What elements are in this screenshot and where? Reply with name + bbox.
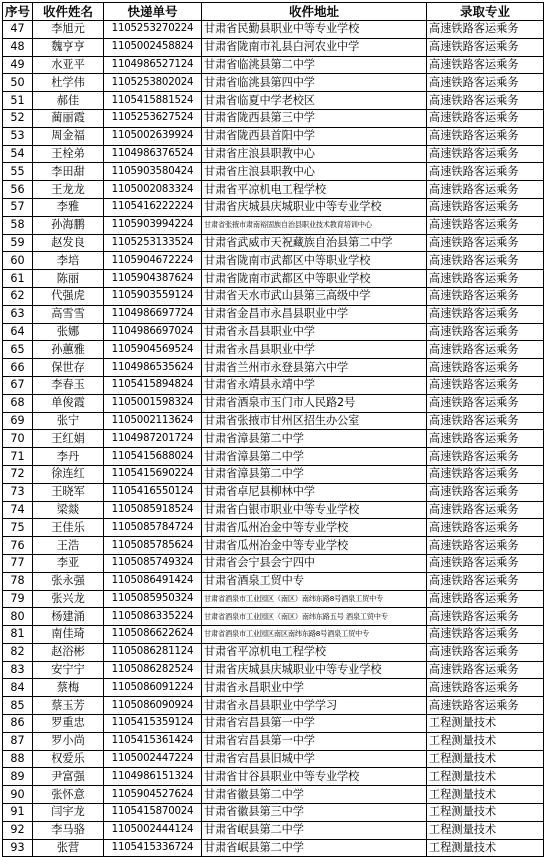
cell-seq: 77: [3, 554, 33, 572]
table-row: [3, 394, 544, 412]
cell-major: 高速铁路客运乘务: [427, 608, 544, 626]
table-row: [3, 465, 544, 483]
cell-seq: 86: [3, 715, 33, 733]
cell-name: 安宁宁: [33, 661, 104, 679]
table-row: [3, 163, 544, 181]
table-row: [3, 323, 544, 341]
cell-name: 闫宇龙: [33, 804, 104, 822]
table-row: [3, 109, 544, 127]
cell-name: 张兴龙: [33, 590, 104, 608]
cell-tracking: 1105085785624: [104, 537, 202, 555]
table-row: [3, 92, 544, 110]
cell-tracking: 1105253802024: [104, 74, 202, 92]
table-row: [3, 554, 544, 572]
cell-seq: 90: [3, 786, 33, 804]
cell-major: 高速铁路客运乘务: [427, 483, 544, 501]
cell-address: 甘肃省庆城县庆城职业中等专业学校: [202, 661, 427, 679]
cell-major: 高速铁路客运乘务: [427, 109, 544, 127]
cell-address: 甘肃省酒泉工贸中专: [202, 572, 427, 590]
cell-seq: 57: [3, 198, 33, 216]
cell-address: 甘肃省金昌市永昌县职业中学: [202, 305, 427, 323]
cell-seq: 85: [3, 697, 33, 715]
cell-major: 工程测量技术: [427, 750, 544, 768]
cell-tracking: 1105415894824: [104, 376, 202, 394]
cell-tracking: 1104986376524: [104, 145, 202, 163]
table-row: [3, 626, 544, 644]
cell-address: 甘肃省白银市职业中等专业学校: [202, 501, 427, 519]
cell-name: 王佳乐: [33, 519, 104, 537]
cell-tracking: 1104986697724: [104, 305, 202, 323]
cell-seq: 81: [3, 626, 33, 644]
cell-name: 王栓弟: [33, 145, 104, 163]
table-row: [3, 216, 544, 234]
cell-address: 甘肃省永昌县职业中学: [202, 341, 427, 359]
cell-major: 工程测量技术: [427, 715, 544, 733]
cell-address: 甘肃省漳县第二中学: [202, 448, 427, 466]
cell-name: 李亚: [33, 554, 104, 572]
table-row: [3, 287, 544, 305]
cell-tracking: 1105415881524: [104, 92, 202, 110]
table-row: [3, 519, 544, 537]
table-row: [3, 839, 544, 857]
cell-seq: 62: [3, 287, 33, 305]
cell-seq: 56: [3, 181, 33, 199]
cell-seq: 79: [3, 590, 33, 608]
cell-address: 甘肃省宕昌县第一中学: [202, 715, 427, 733]
cell-major: 高速铁路客运乘务: [427, 448, 544, 466]
cell-major: 高速铁路客运乘务: [427, 163, 544, 181]
cell-address: 甘肃省酒泉市玉门市人民路2号: [202, 394, 427, 412]
cell-major: 工程测量技术: [427, 768, 544, 786]
cell-name: 李旭元: [33, 21, 104, 39]
table-row: [3, 715, 544, 733]
cell-name: 赵发良: [33, 234, 104, 252]
cell-major: 高速铁路客运乘务: [427, 234, 544, 252]
table-row: [3, 56, 544, 74]
cell-address: 甘肃省临夏中学老校区: [202, 92, 427, 110]
cell-name: 蔡玉芳: [33, 697, 104, 715]
cell-major: 高速铁路客运乘务: [427, 127, 544, 145]
header-name: 收件姓名: [33, 3, 104, 21]
header-address: 收件地址: [202, 3, 427, 21]
header-seq: 序号: [3, 3, 33, 21]
cell-name: 李雅: [33, 198, 104, 216]
table-row: [3, 359, 544, 377]
cell-seq: 80: [3, 608, 33, 626]
cell-seq: 68: [3, 394, 33, 412]
cell-seq: 76: [3, 537, 33, 555]
cell-seq: 54: [3, 145, 33, 163]
cell-name: 徐连红: [33, 465, 104, 483]
cell-tracking: 1105415688024: [104, 448, 202, 466]
cell-seq: 67: [3, 376, 33, 394]
cell-address: 甘肃省甘谷县职业中等专业学校: [202, 768, 427, 786]
cell-address: 甘肃省庄浪县职教中心: [202, 145, 427, 163]
table-row: [3, 661, 544, 679]
cell-name: 王龙龙: [33, 181, 104, 199]
cell-seq: 61: [3, 270, 33, 288]
cell-seq: 83: [3, 661, 33, 679]
cell-seq: 48: [3, 38, 33, 56]
table-row: [3, 181, 544, 199]
cell-address: 甘肃省漳县第二中学: [202, 430, 427, 448]
cell-name: 王浩: [33, 537, 104, 555]
table-row: [3, 376, 544, 394]
table-row: [3, 270, 544, 288]
cell-address: 甘肃省平凉机电工程学校: [202, 643, 427, 661]
table-row: [3, 768, 544, 786]
cell-address: 甘肃省徽县第三中学: [202, 804, 427, 822]
cell-seq: 88: [3, 750, 33, 768]
cell-name: 孙海鹏: [33, 216, 104, 234]
cell-tracking: 1105086335224: [104, 608, 202, 626]
cell-tracking: 1105086491424: [104, 572, 202, 590]
cell-seq: 60: [3, 252, 33, 270]
cell-name: 王红娟: [33, 430, 104, 448]
table-row: [3, 697, 544, 715]
cell-address: 甘肃省永昌职业中学: [202, 679, 427, 697]
table-row: [3, 234, 544, 252]
cell-major: 高速铁路客运乘务: [427, 74, 544, 92]
cell-major: 高速铁路客运乘务: [427, 216, 544, 234]
cell-major: 工程测量技术: [427, 786, 544, 804]
cell-name: 权爱乐: [33, 750, 104, 768]
cell-address: 甘肃省酒泉市工业园区南区南纬东路8号酒泉工贸中专: [202, 626, 427, 644]
cell-tracking: 1105002113624: [104, 412, 202, 430]
cell-address: 甘肃省永靖县永靖中学: [202, 376, 427, 394]
cell-major: 高速铁路客运乘务: [427, 626, 544, 644]
cell-tracking: 1105085784724: [104, 519, 202, 537]
cell-name: 周金福: [33, 127, 104, 145]
table-row: [3, 38, 544, 56]
cell-name: 水亚平: [33, 56, 104, 74]
cell-tracking: 1105904569524: [104, 341, 202, 359]
cell-major: 工程测量技术: [427, 821, 544, 839]
cell-tracking: 1105001598324: [104, 394, 202, 412]
cell-tracking: 1105085918524: [104, 501, 202, 519]
cell-tracking: 1105416550124: [104, 483, 202, 501]
cell-major: 高速铁路客运乘务: [427, 181, 544, 199]
cell-name: 张宁: [33, 412, 104, 430]
cell-address: 甘肃省岷县第二中学: [202, 821, 427, 839]
cell-major: 高速铁路客运乘务: [427, 554, 544, 572]
table-row: [3, 679, 544, 697]
cell-address: 甘肃省临洮县第四中学: [202, 74, 427, 92]
cell-seq: 59: [3, 234, 33, 252]
table-row: [3, 608, 544, 626]
cell-seq: 52: [3, 109, 33, 127]
cell-address: 甘肃省天水市武山县第三高级中学: [202, 287, 427, 305]
cell-seq: 91: [3, 804, 33, 822]
cell-tracking: 1105903580424: [104, 163, 202, 181]
cell-major: 工程测量技术: [427, 804, 544, 822]
cell-name: 蔡梅: [33, 679, 104, 697]
table-row: [3, 145, 544, 163]
table-row: [3, 732, 544, 750]
cell-name: 高雪雪: [33, 305, 104, 323]
cell-tracking: 1105085950324: [104, 590, 202, 608]
cell-address: 甘肃省平凉机电工程学校: [202, 181, 427, 199]
cell-tracking: 1105002639924: [104, 127, 202, 145]
header-major: 录取专业: [427, 3, 544, 21]
cell-address: 甘肃省兰州市永登县第六中学: [202, 359, 427, 377]
table-row: [3, 572, 544, 590]
cell-major: 高速铁路客运乘务: [427, 252, 544, 270]
cell-seq: 87: [3, 732, 33, 750]
cell-address: 甘肃省庆城县庆城职业中等专业学校: [202, 198, 427, 216]
cell-address: 甘肃省陇南市武都区中等职业学校: [202, 270, 427, 288]
cell-major: 高速铁路客运乘务: [427, 359, 544, 377]
cell-tracking: 1105253270224: [104, 21, 202, 39]
cell-name: 尹富强: [33, 768, 104, 786]
cell-name: 李培: [33, 252, 104, 270]
cell-address: 甘肃省临洮县第二中学: [202, 56, 427, 74]
cell-seq: 51: [3, 92, 33, 110]
cell-major: 高速铁路客运乘务: [427, 38, 544, 56]
cell-major: 高速铁路客运乘务: [427, 537, 544, 555]
cell-seq: 73: [3, 483, 33, 501]
table-row: [3, 750, 544, 768]
cell-tracking: 1105086090924: [104, 697, 202, 715]
cell-seq: 89: [3, 768, 33, 786]
cell-tracking: 1104987201724: [104, 430, 202, 448]
cell-seq: 69: [3, 412, 33, 430]
cell-name: 保世存: [33, 359, 104, 377]
cell-major: 高速铁路客运乘务: [427, 697, 544, 715]
cell-tracking: 1105903559124: [104, 287, 202, 305]
cell-name: 代强虎: [33, 287, 104, 305]
cell-address: 甘肃省陇南市武都区中等职业学校: [202, 252, 427, 270]
cell-major: 工程测量技术: [427, 732, 544, 750]
cell-major: 高速铁路客运乘务: [427, 376, 544, 394]
cell-address: 甘肃省酒泉市工业园区（南区）南纬东路8号酒泉工贸中专: [202, 590, 427, 608]
cell-tracking: 1105415870024: [104, 804, 202, 822]
cell-name: 杜学伟: [33, 74, 104, 92]
cell-address: 甘肃省宕昌县旧城中学: [202, 750, 427, 768]
table-row: [3, 643, 544, 661]
cell-seq: 75: [3, 519, 33, 537]
cell-name: 单俊霞: [33, 394, 104, 412]
cell-name: 郝佳: [33, 92, 104, 110]
cell-tracking: 1105002447224: [104, 750, 202, 768]
cell-major: 高速铁路客运乘务: [427, 394, 544, 412]
cell-seq: 47: [3, 21, 33, 39]
cell-tracking: 1105904672224: [104, 252, 202, 270]
cell-tracking: 1105086282524: [104, 661, 202, 679]
cell-major: 高速铁路客运乘务: [427, 661, 544, 679]
cell-address: 甘肃省漳县第二中学: [202, 465, 427, 483]
cell-major: 高速铁路客运乘务: [427, 145, 544, 163]
cell-tracking: 1105002458824: [104, 38, 202, 56]
cell-name: 李田甜: [33, 163, 104, 181]
cell-name: 李丹: [33, 448, 104, 466]
table-body: [3, 21, 544, 857]
cell-tracking: 1104986527124: [104, 56, 202, 74]
cell-seq: 50: [3, 74, 33, 92]
cell-name: 罗小尚: [33, 732, 104, 750]
cell-address: 甘肃省民勤县职业中等专业学校: [202, 21, 427, 39]
table-row: [3, 804, 544, 822]
cell-major: 高速铁路客运乘务: [427, 519, 544, 537]
cell-name: 张永强: [33, 572, 104, 590]
table-row: [3, 501, 544, 519]
cell-name: 李马骆: [33, 821, 104, 839]
table-row: [3, 537, 544, 555]
cell-seq: 71: [3, 448, 33, 466]
table-row: [3, 74, 544, 92]
cell-seq: 66: [3, 359, 33, 377]
cell-seq: 65: [3, 341, 33, 359]
cell-tracking: 1105415690224: [104, 465, 202, 483]
cell-major: 高速铁路客运乘务: [427, 572, 544, 590]
cell-tracking: 1105253133524: [104, 234, 202, 252]
cell-tracking: 1104986535624: [104, 359, 202, 377]
cell-major: 高速铁路客运乘务: [427, 341, 544, 359]
cell-major: 高速铁路客运乘务: [427, 92, 544, 110]
cell-seq: 72: [3, 465, 33, 483]
cell-tracking: 1105086622624: [104, 626, 202, 644]
cell-address: 甘肃省张掖市肃南裕固族自治县职业技术教育培训中心: [202, 216, 427, 234]
cell-tracking: 1105002444124: [104, 821, 202, 839]
cell-tracking: 1105904527624: [104, 786, 202, 804]
cell-address: 甘肃省陇西县首阳中学: [202, 127, 427, 145]
cell-major: 高速铁路客运乘务: [427, 643, 544, 661]
cell-address: 甘肃省会宁县会宁四中: [202, 554, 427, 572]
cell-major: 高速铁路客运乘务: [427, 465, 544, 483]
cell-address: 甘肃省卓尼县柳林中学: [202, 483, 427, 501]
cell-tracking: 1105086091224: [104, 679, 202, 697]
cell-address: 甘肃省宕昌县第一中学: [202, 732, 427, 750]
cell-major: 高速铁路客运乘务: [427, 56, 544, 74]
cell-major: 高速铁路客运乘务: [427, 287, 544, 305]
cell-address: 甘肃省瓜州冶金中等专业学校: [202, 537, 427, 555]
cell-seq: 74: [3, 501, 33, 519]
cell-seq: 49: [3, 56, 33, 74]
table-row: [3, 821, 544, 839]
table-row: [3, 448, 544, 466]
cell-address: 甘肃省陇南市礼县白河农业中学: [202, 38, 427, 56]
cell-name: 南佳琦: [33, 626, 104, 644]
cell-tracking: 1104986697024: [104, 323, 202, 341]
cell-major: 高速铁路客运乘务: [427, 590, 544, 608]
cell-name: 梁燚: [33, 501, 104, 519]
cell-address: 甘肃省徽县第二中学: [202, 786, 427, 804]
cell-major: 高速铁路客运乘务: [427, 412, 544, 430]
cell-address: 甘肃省张掖市甘州区招生办公室: [202, 412, 427, 430]
cell-seq: 92: [3, 821, 33, 839]
table-row: [3, 127, 544, 145]
cell-seq: 63: [3, 305, 33, 323]
table-row: [3, 305, 544, 323]
cell-address: 甘肃省永昌县职业中学: [202, 323, 427, 341]
table-row: [3, 590, 544, 608]
header-tracking: 快递单号: [104, 3, 202, 21]
cell-tracking: 1105415359124: [104, 715, 202, 733]
cell-seq: 58: [3, 216, 33, 234]
cell-address: 甘肃省陇西县第三中学: [202, 109, 427, 127]
cell-seq: 84: [3, 679, 33, 697]
cell-major: 高速铁路客运乘务: [427, 501, 544, 519]
cell-name: 蔺丽霞: [33, 109, 104, 127]
cell-major: 高速铁路客运乘务: [427, 679, 544, 697]
cell-major: 高速铁路客运乘务: [427, 430, 544, 448]
cell-major: 高速铁路客运乘务: [427, 270, 544, 288]
cell-tracking: 1105904387624: [104, 270, 202, 288]
cell-address: 甘肃省酒泉市工业园区（南区）南纬东路五号 酒泉工贸中专: [202, 608, 427, 626]
cell-name: 陈丽: [33, 270, 104, 288]
cell-name: 赵浴彬: [33, 643, 104, 661]
cell-seq: 55: [3, 163, 33, 181]
cell-name: 魏亨亨: [33, 38, 104, 56]
cell-tracking: 1104986151324: [104, 768, 202, 786]
cell-name: 张营: [33, 839, 104, 857]
table-row: [3, 198, 544, 216]
cell-major: 高速铁路客运乘务: [427, 21, 544, 39]
header-row: [3, 3, 544, 21]
cell-major: 工程测量技术: [427, 839, 544, 857]
shipping-table: [2, 2, 544, 857]
table-row: [3, 430, 544, 448]
cell-seq: 93: [3, 839, 33, 857]
cell-name: 张怀意: [33, 786, 104, 804]
cell-seq: 78: [3, 572, 33, 590]
cell-address: 甘肃省庄浪县职教中心: [202, 163, 427, 181]
cell-major: 高速铁路客运乘务: [427, 323, 544, 341]
table-row: [3, 412, 544, 430]
cell-major: 高速铁路客运乘务: [427, 305, 544, 323]
cell-name: 杨建涌: [33, 608, 104, 626]
table-row: [3, 483, 544, 501]
cell-address: 甘肃省瓜州冶金中等专业学校: [202, 519, 427, 537]
cell-name: 李春玉: [33, 376, 104, 394]
table-row: [3, 341, 544, 359]
cell-address: 甘肃省武威市天祝藏族自治县第二中学: [202, 234, 427, 252]
table-row: [3, 786, 544, 804]
cell-seq: 53: [3, 127, 33, 145]
cell-tracking: 1105903994224: [104, 216, 202, 234]
cell-address: 甘肃省永昌县职业中学学习: [202, 697, 427, 715]
cell-name: 孙蕙雅: [33, 341, 104, 359]
cell-seq: 82: [3, 643, 33, 661]
table-row: [3, 252, 544, 270]
cell-tracking: 1105253627524: [104, 109, 202, 127]
cell-name: 张娜: [33, 323, 104, 341]
cell-name: 罗重忠: [33, 715, 104, 733]
cell-tracking: 1105002083324: [104, 181, 202, 199]
cell-seq: 70: [3, 430, 33, 448]
cell-major: 高速铁路客运乘务: [427, 198, 544, 216]
cell-tracking: 1105416222224: [104, 198, 202, 216]
cell-name: 王晓军: [33, 483, 104, 501]
cell-seq: 64: [3, 323, 33, 341]
cell-tracking: 1105415361424: [104, 732, 202, 750]
cell-address: 甘肃省岷县第二中学: [202, 839, 427, 857]
table-row: [3, 21, 544, 39]
cell-tracking: 1105085749324: [104, 554, 202, 572]
cell-tracking: 1105415336724: [104, 839, 202, 857]
cell-tracking: 1105086281124: [104, 643, 202, 661]
